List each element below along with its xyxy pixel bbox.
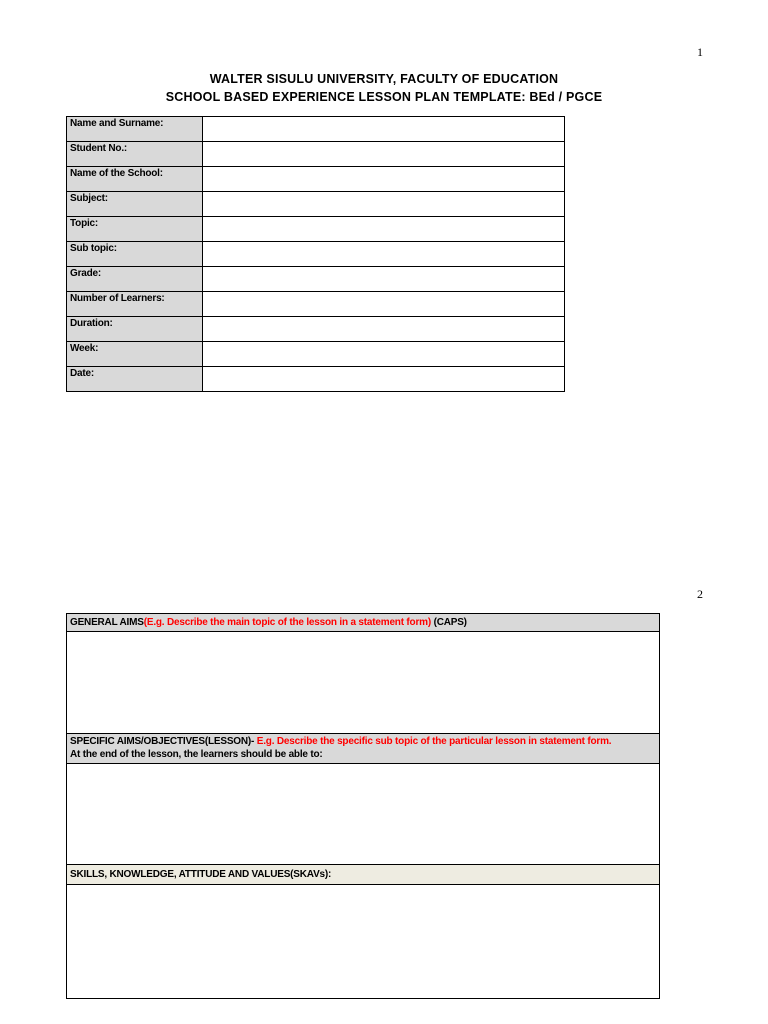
university-faculty-heading: WALTER SISULU UNIVERSITY, FACULTY OF EDUCATION [209,72,559,86]
info-row-duration [67,317,565,342]
lesson-plan-sections [66,613,660,999]
field-label: Student No.: [67,142,203,167]
sub-topic-field[interactable] [203,242,565,267]
school-name-field[interactable] [203,167,565,192]
duration-field[interactable] [203,317,565,342]
info-row-week [67,342,565,367]
info-row-grade [67,267,565,292]
skav-header [67,865,659,885]
field-label: Number of Learners: [67,292,203,317]
info-row-name [67,117,565,142]
info-row-school [67,167,565,192]
field-label: Duration: [67,317,203,342]
specific-aims-hint: E.g. Describe the specific sub topic of the particular lesson in statement form. [256,736,612,747]
skav-input-area[interactable] [67,885,659,998]
field-label: Subject: [67,192,203,217]
field-label: Grade: [67,267,203,292]
page-number: 2 [697,587,703,601]
info-row-student-no [67,142,565,167]
number-of-learners-field[interactable] [203,292,565,317]
field-label: Week: [67,342,203,367]
field-label: Sub topic: [67,242,203,267]
subject-field[interactable] [203,192,565,217]
template-heading: SCHOOL BASED EXPERIENCE LESSON PLAN TEMPLATE: BEd / PGCE [165,90,603,104]
skav-label: SKILLS, KNOWLEDGE, ATTITUDE AND VALUES(SKAVs): [70,869,332,880]
week-field[interactable] [203,342,565,367]
page-number: 1 [697,45,703,59]
general-aims-hint: (E.g. Describe the main topic of the lesson in a statement form) [143,617,431,628]
general-aims-label: GENERAL AIMS [70,617,144,628]
info-row-topic [67,217,565,242]
student-info-table [66,116,565,392]
date-field[interactable] [203,367,565,392]
general-aims-input-area[interactable] [67,632,659,734]
general-aims-suffix: (CAPS) [430,617,467,628]
field-label: Date: [67,367,203,392]
info-row-subject [67,192,565,217]
name-surname-field[interactable] [203,117,565,142]
specific-aims-note: At the end of the lesson, the learners should be able to: [70,749,323,760]
info-row-learners [67,292,565,317]
field-label: Topic: [67,217,203,242]
specific-aims-input-area[interactable] [67,764,659,865]
field-label: Name of the School: [67,167,203,192]
student-number-field[interactable] [203,142,565,167]
specific-aims-label: SPECIFIC AIMS/OBJECTIVES(LESSON)- [70,736,257,747]
info-row-date [67,367,565,392]
info-row-sub-topic [67,242,565,267]
specific-aims-header [67,734,659,764]
grade-field[interactable] [203,267,565,292]
general-aims-header [67,614,659,632]
field-label: Name and Surname: [67,117,203,142]
topic-field[interactable] [203,217,565,242]
document-title [0,70,768,106]
